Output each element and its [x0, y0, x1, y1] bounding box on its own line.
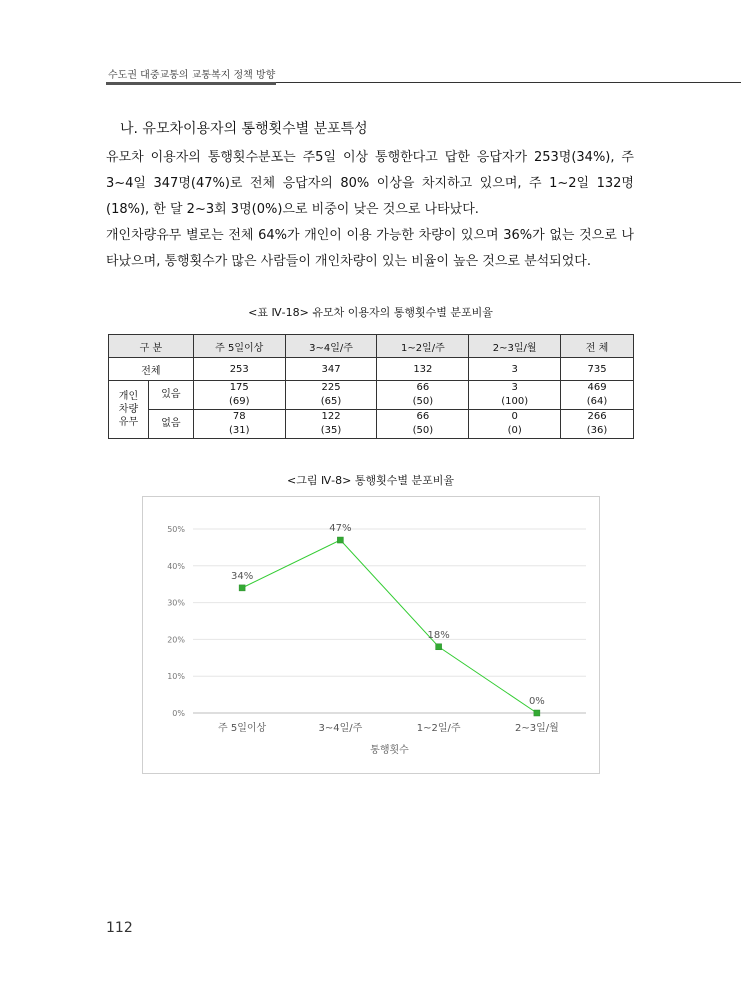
y-tick-label: 30%	[167, 598, 185, 608]
table-header-cell: 구 분	[109, 335, 194, 358]
table-header-cell: 전 체	[561, 335, 634, 358]
table-cell	[561, 381, 634, 410]
table-cell	[469, 410, 561, 439]
table-cell	[193, 381, 285, 410]
cell-count: 175	[229, 382, 249, 393]
table-cell: 347	[285, 358, 377, 381]
table-row-has-car	[109, 381, 634, 410]
table-cell	[285, 381, 377, 410]
table-header-cell: 2~3일/월	[469, 335, 561, 358]
table-cell: 253	[193, 358, 285, 381]
table-header-cell: 1~2일/주	[377, 335, 469, 358]
data-point	[436, 644, 442, 650]
group-label-line: 개인	[118, 391, 139, 402]
data-point	[239, 585, 245, 591]
x-tick-label: 주 5일이상	[218, 723, 267, 734]
distribution-table	[108, 334, 634, 439]
table-cell	[469, 381, 561, 410]
section-heading: 나. 유모차이용자의 통행횟수별 분포특성	[120, 121, 368, 137]
data-label: 34%	[231, 570, 254, 582]
cell-count: 66	[416, 382, 430, 393]
cell-percent: (36)	[586, 425, 608, 436]
cell-count: 266	[587, 411, 607, 422]
table-header-cell: 3~4일/주	[285, 335, 377, 358]
header-title: 수도권 대중교통의 교통복지 정책 방향	[108, 70, 276, 81]
table-row-total	[109, 358, 634, 381]
cell-count: 122	[321, 411, 341, 422]
cell-count: 469	[587, 382, 607, 393]
cell-percent: (50)	[412, 396, 434, 407]
x-tick-label: 3~4일/주	[318, 723, 363, 734]
table-cell	[377, 381, 469, 410]
cell-count: 225	[321, 382, 341, 393]
chart-svg	[143, 497, 599, 773]
table-cell	[377, 410, 469, 439]
table-row-no-car	[109, 410, 634, 439]
table-cell	[285, 410, 377, 439]
cell-count: 78	[232, 411, 246, 422]
header-rule-accent	[106, 82, 276, 85]
group-label-line: 유무	[118, 417, 139, 428]
cell-percent: (0)	[507, 425, 522, 436]
cell-percent: (31)	[228, 425, 250, 436]
data-label: 47%	[329, 523, 352, 535]
data-point	[534, 710, 540, 716]
cell-percent: (64)	[586, 396, 608, 407]
cell-percent: (35)	[320, 425, 342, 436]
cell-count: 66	[416, 411, 430, 422]
data-point	[337, 537, 343, 543]
table-header-row	[109, 335, 634, 358]
table-cell	[193, 410, 285, 439]
page-number: 112	[106, 920, 133, 936]
table-cell-label: 없음	[148, 410, 193, 439]
table-caption: <표 Ⅳ-18> 유모차 이용자의 통행횟수별 분포비율	[248, 306, 493, 319]
cell-percent: (100)	[501, 396, 529, 407]
cell-percent: (50)	[412, 425, 434, 436]
table-header-cell: 주 5일이상	[193, 335, 285, 358]
y-tick-label: 0%	[172, 709, 185, 718]
figure-caption: <그림 Ⅳ-8> 통행횟수별 분포비율	[287, 474, 454, 487]
table-cell-label: 있음	[148, 381, 193, 410]
cell-count: 0	[511, 411, 518, 422]
y-tick-label: 20%	[167, 635, 185, 645]
table-group-label	[109, 381, 149, 439]
x-axis-title: 통행횟수	[370, 745, 409, 756]
line-chart	[142, 496, 600, 774]
paragraph: 개인차량유무 별로는 전체 64%가 개인이 이용 가능한 차량이 있으며 36%가 없는 것으로 나타났으며, 통행횟수가 많은 사람들이 개인차량이 있는 비율이 높은 것으로 분석되었다.	[106, 228, 634, 269]
table-cell-label: 전체	[109, 358, 194, 381]
y-tick-label: 40%	[167, 561, 185, 571]
cell-count: 3	[511, 382, 518, 393]
table-cell: 3	[469, 358, 561, 381]
data-label: 18%	[427, 629, 450, 641]
x-tick-label: 1~2일/주	[416, 723, 461, 734]
y-tick-label: 50%	[167, 525, 185, 534]
table-cell: 735	[561, 358, 634, 381]
data-label: 0%	[528, 696, 545, 707]
table-cell	[561, 410, 634, 439]
cell-percent: (65)	[320, 396, 342, 407]
table-cell: 132	[377, 358, 469, 381]
paragraph: 유모차 이용자의 통행횟수분포는 주5일 이상 통행한다고 답한 응답자가 253명(34%), 주 3~4일 347명(47%)로 전체 응답자의 80% 이상을 차지하고 있으며, 주 1~2일 132명(18%), 한 달 2~3회 3명(0%)으로 비중이 낮은 것으로 나타났다.	[106, 150, 634, 217]
group-label-line: 차량	[118, 404, 139, 415]
y-tick-label: 10%	[167, 672, 185, 682]
x-tick-label: 2~3일/월	[514, 723, 559, 734]
cell-percent: (69)	[228, 396, 250, 407]
